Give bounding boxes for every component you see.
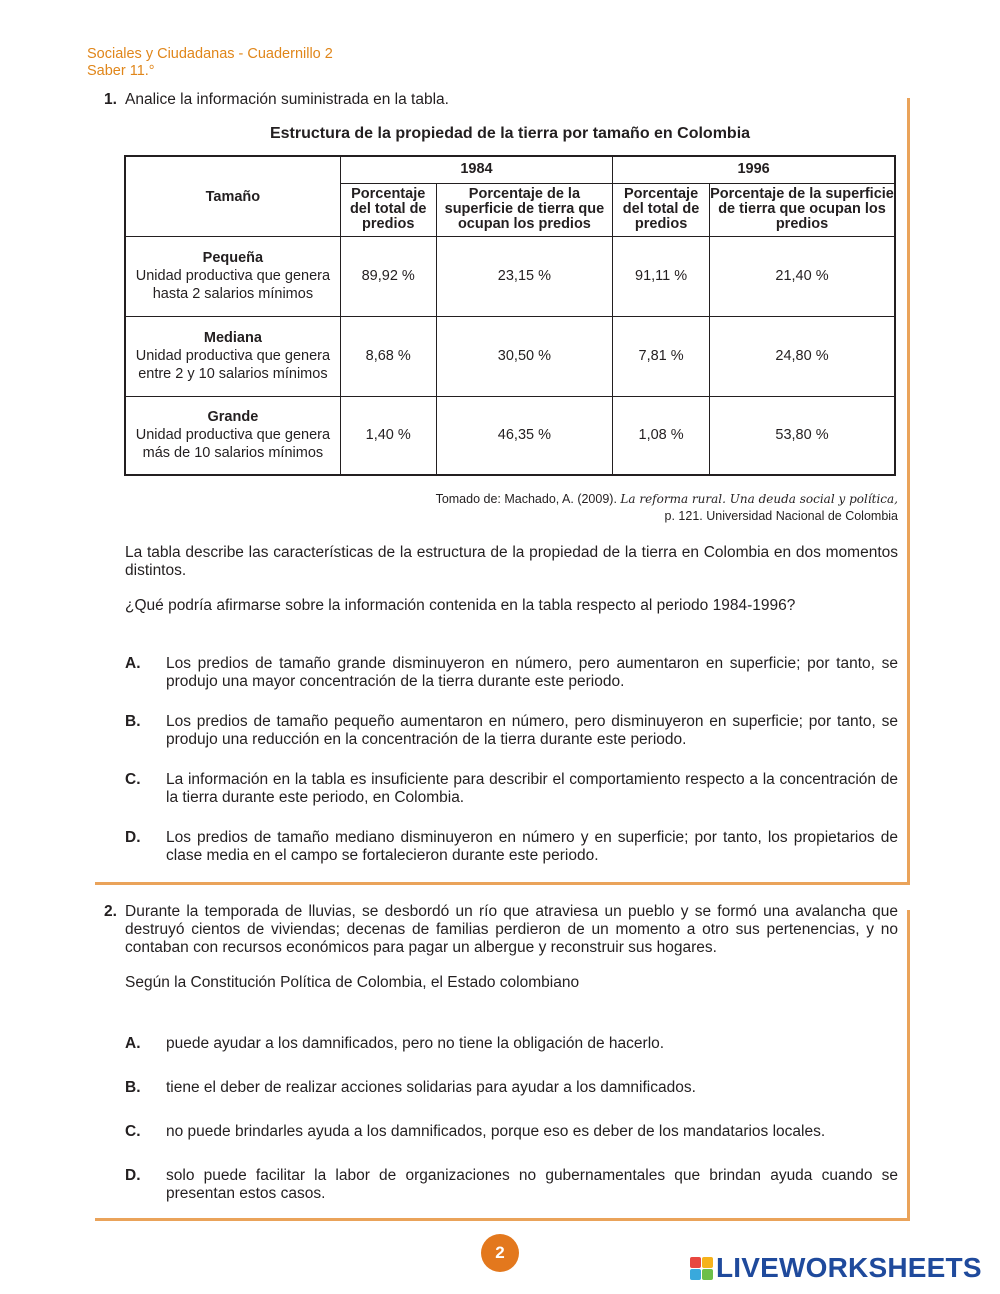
subheader-predios-1984: Porcentaje del total de predios [340,183,436,236]
subheader-superficie-1996: Porcentaje de la superficie de tierra que ocupan los predios [710,183,895,236]
row-label-cell [125,316,340,396]
cell-superficie-1984: 23,15 % [436,236,612,316]
logo-tile-blue [690,1269,701,1280]
cell-predios-1984: 8,68 % [340,316,436,396]
booklet-title: Sociales y Ciudadanas - Cuadernillo 2 [87,46,333,62]
q1-option-d[interactable]: Los predios de tamaño mediano disminuyeron en número y en superficie; por tanto, los propietarios de clase media en el campo se fortalecieron durante este periodo. [166,829,898,864]
column-header-year-1984: 1984 [340,156,612,183]
logo-tile-red [690,1257,701,1268]
cell-superficie-1996: 21,40 % [710,236,895,316]
source-prefix: Tomado de: Machado, A. (2009). [435,492,621,506]
source-work-title: La reforma rural. Una deuda social y política, [620,492,898,506]
table-source-citation [300,491,898,525]
row-label-cell [125,396,340,475]
table-row [125,316,895,396]
q2-option-c-letter: C. [125,1123,141,1140]
q1-option-b[interactable]: Los predios de tamaño pequeño aumentaron en número, pero disminuyeron en superficie; por tanto, se produjo una reducción en la concentración de la tierra durante este periodo. [166,713,898,748]
question-1-prompt: Analice la información suministrada en la tabla. [125,91,449,108]
cell-predios-1984: 89,92 % [340,236,436,316]
cell-predios-1984: 1,40 % [340,396,436,475]
row-description: Unidad productiva que genera más de 10 salarios mínimos [135,427,331,462]
q1-option-a[interactable]: Los predios de tamaño grande disminuyeron en número, pero aumentaron en superficie; por tanto, se produjo una mayor concentración de la tierra durante este periodo. [166,655,898,690]
row-label-cell [125,236,340,316]
q2-option-d-letter: D. [125,1167,141,1184]
row-description: Unidad productiva que genera entre 2 y 10 salarios mínimos [135,348,331,382]
q2-option-d[interactable]: solo puede facilitar la labor de organizaciones no gubernamentales que brindan ayuda cuando se presentan estos casos. [166,1167,898,1202]
source-suffix: p. 121. Universidad Nacional de Colombia [664,509,898,523]
logo-tile-green [702,1269,713,1280]
cell-superficie-1984: 46,35 % [436,396,612,475]
q1-option-b-letter: B. [125,713,141,730]
row-name: Grande [207,409,259,426]
row-description: Unidad productiva que genera hasta 2 salarios mínimos [135,268,331,302]
q1-option-c-letter: C. [125,771,141,788]
q2-option-a[interactable]: puede ayudar a los damnificados, pero no tiene la obligación de hacerlo. [166,1035,665,1052]
question-1-question: ¿Qué podría afirmarse sobre la información contenida en la tabla respecto al periodo 1984-1996? [125,597,796,614]
question-2-number: 2. [104,903,117,920]
exam-name: Saber 11.° [87,63,155,79]
cell-predios-1996: 1,08 % [613,396,710,475]
cell-superficie-1984: 30,50 % [436,316,612,396]
table-row [125,236,895,316]
q1-option-a-letter: A. [125,655,141,672]
table-title: Estructura de la propiedad de la tierra por tamaño en Colombia [269,125,751,142]
q2-option-a-letter: A. [125,1035,141,1052]
logo-tile-yellow [702,1257,713,1268]
row-name: Pequeña [202,250,264,266]
cell-predios-1996: 91,11 % [613,236,710,316]
subheader-predios-1996: Porcentaje del total de predios [613,183,710,236]
subheader-superficie-1984: Porcentaje de la superficie de tierra que ocupan los predios [436,183,612,236]
logo-text: LIVEWORKSHEETS [716,1252,982,1283]
q2-option-b[interactable]: tiene el deber de realizar acciones solidarias para ayudar a los damnificados. [166,1079,696,1096]
cell-superficie-1996: 53,80 % [710,396,895,475]
liveworksheets-logo-icon [690,1257,713,1280]
q2-option-b-letter: B. [125,1079,141,1096]
table-row [125,396,895,475]
cell-predios-1996: 7,81 % [613,316,710,396]
q2-option-c[interactable]: no puede brindarles ayuda a los damnificados, porque eso es deber de los mandatarios locales. [166,1123,826,1140]
question-2-question: Según la Constitución Política de Colombia, el Estado colombiano [125,974,580,991]
question-1-number: 1. [104,91,117,108]
cell-superficie-1996: 24,80 % [710,316,895,396]
row-name: Mediana [203,330,262,346]
question-2-prompt: Durante la temporada de lluvias, se desbordó un río que atraviesa un pueblo y se formó una avalancha que destruyó cientos de viviendas; decenas de familias perdieron de un momento a otro sus pertenencias, y no contaban con recursos económicos para pagar un albergue y reconstruir sus hogares. [125,903,898,956]
liveworksheets-logo[interactable] [690,1253,982,1283]
land-ownership-table [124,155,896,476]
column-header-year-1996: 1996 [613,156,895,183]
page-number-badge: 2 [481,1234,519,1272]
question-1-context: La tabla describe las características de la estructura de la propiedad de la tierra en Colombia en dos momentos distintos. [125,544,898,579]
column-header-size: Tamaño [125,156,340,236]
q1-option-c[interactable]: La información en la tabla es insuficiente para describir el comportamiento respecto a la concentración de la tierra durante este periodo, en Colombia. [166,771,898,806]
document-header [87,46,333,80]
q1-option-d-letter: D. [125,829,141,846]
